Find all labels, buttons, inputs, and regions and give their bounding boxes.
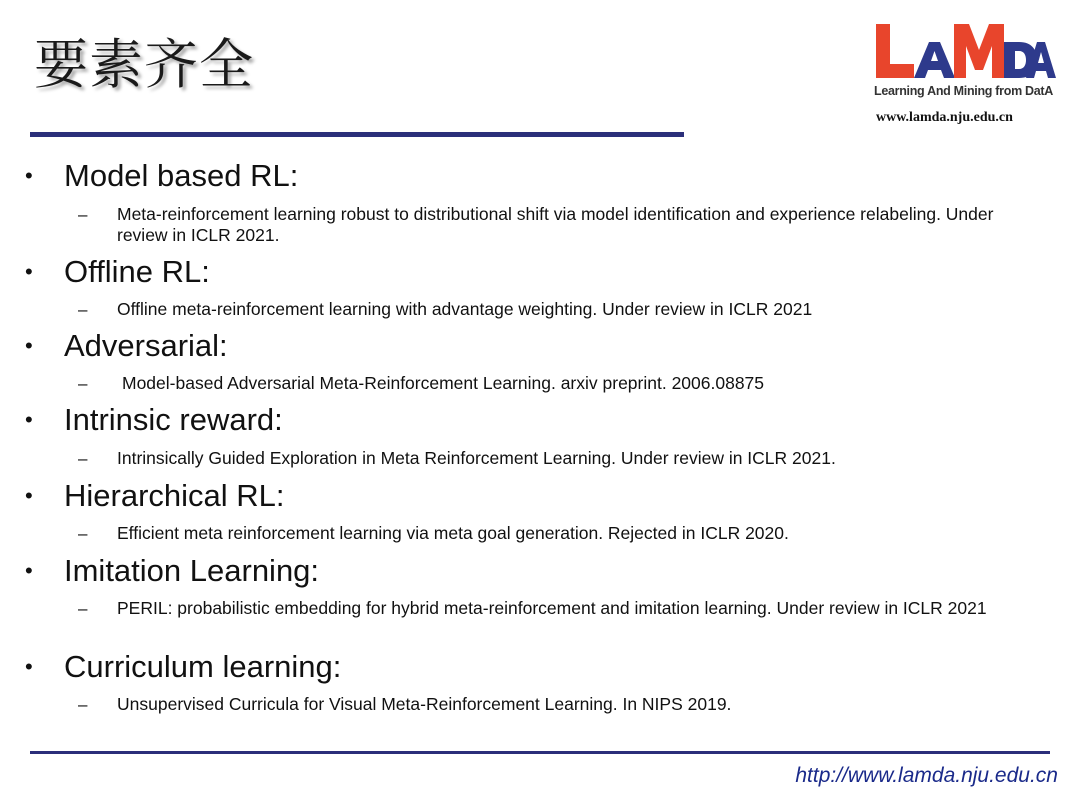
bullet-icon: • xyxy=(25,333,33,358)
logo-tagline: Learning And Mining from DatA xyxy=(874,84,1054,98)
reference-text: Efficient meta reinforcement learning via meta goal generation. Rejected in ICLR 2020. xyxy=(117,523,789,543)
lamda-logo-wordmark xyxy=(874,20,1056,84)
reference-text: Model-based Adversarial Meta-Reinforcement Learning. arxiv preprint. 2006.08875 xyxy=(122,373,765,393)
section-heading: Imitation Learning: xyxy=(64,553,320,588)
section-heading: Offline RL: xyxy=(64,254,210,289)
slide-title: 要素齐全 xyxy=(34,33,254,96)
dash-icon: – xyxy=(78,205,88,224)
footer-url: http://www.lamda.nju.edu.cn xyxy=(795,764,1058,787)
bullet-icon: • xyxy=(25,407,33,432)
reference-text: Meta-reinforcement learning robust to distributional shift via model identification and experience relabeling. Under review in ICLR 2021. xyxy=(117,204,994,245)
section-heading: Model based RL: xyxy=(64,158,299,193)
section-heading: Adversarial: xyxy=(64,328,228,363)
dash-icon: – xyxy=(78,599,88,618)
bullet-icon: • xyxy=(25,483,33,508)
section-heading: Hierarchical RL: xyxy=(64,478,285,513)
section-heading: Curriculum learning: xyxy=(64,649,342,684)
bullet-icon: • xyxy=(25,558,33,583)
reference-text: Unsupervised Curricula for Visual Meta-Reinforcement Learning. In NIPS 2019. xyxy=(117,694,732,714)
reference-text: Offline meta-reinforcement learning with advantage weighting. Under review in ICLR 2021 xyxy=(117,299,813,319)
dash-icon: – xyxy=(78,449,88,468)
dash-icon: – xyxy=(78,374,88,393)
footer-divider xyxy=(30,751,1050,754)
title-divider xyxy=(30,132,684,137)
dash-icon: – xyxy=(78,300,88,319)
reference-text: PERIL: probabilistic embedding for hybrid meta-reinforcement and imitation learning. Under review in ICLR 2021 xyxy=(117,598,987,618)
bullet-icon: • xyxy=(25,163,33,188)
bullet-icon: • xyxy=(25,259,33,284)
dash-icon: – xyxy=(78,524,88,543)
section-heading: Intrinsic reward: xyxy=(64,402,283,437)
bullet-icon: • xyxy=(25,654,33,679)
logo-url: www.lamda.nju.edu.cn xyxy=(876,110,1013,125)
dash-icon: – xyxy=(78,695,88,714)
lamda-logo xyxy=(872,20,1057,132)
reference-text: Intrinsically Guided Exploration in Meta Reinforcement Learning. Under review in ICLR 2021. xyxy=(117,448,836,468)
